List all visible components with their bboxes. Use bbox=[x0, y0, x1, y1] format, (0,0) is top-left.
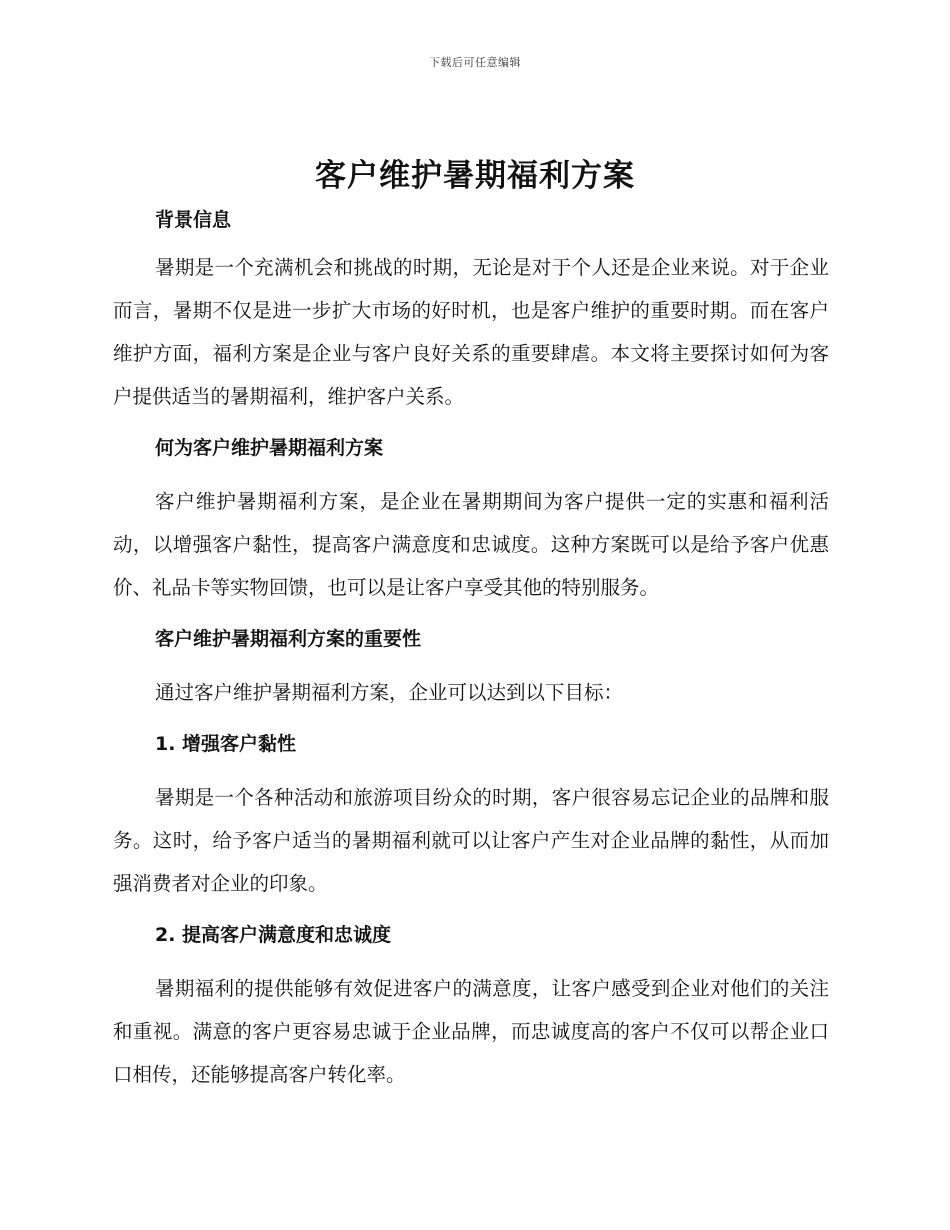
section-heading: 1. 增强客户黏性 bbox=[155, 733, 297, 755]
section-paragraph: 暑期福利的提供能够有效促进客户的满意度，让客户感受到企业对他们的关注和重视。满意的客户更容易忠诚于企业品牌，而忠诚度高的客户不仅可以帮企业口口相传，还能够提高客户转化率。 bbox=[113, 977, 829, 1086]
section-paragraph: 通过客户维护暑期福利方案，企业可以达到以下目标： bbox=[155, 681, 624, 704]
section-goal-1 bbox=[113, 720, 829, 905]
section-paragraph: 客户维护暑期福利方案，是企业在暑期期间为客户提供一定的实惠和福利活动，以增强客户黏性，提高客户满意度和忠诚度。这种方案既可以是给予客户优惠价、礼品卡等实物回馈，也可以是让客户享受其他的特别服务。 bbox=[113, 490, 829, 599]
document-title: 客户维护暑期福利方案 bbox=[315, 158, 635, 194]
section-paragraph: 暑期是一个各种活动和旅游项目纷众的时期，客户很容易忘记企业的品牌和服务。这时，给予客户适当的暑期福利就可以让客户产生对企业品牌的黏性，从而加强消费者对企业的印象。 bbox=[113, 786, 829, 895]
section-paragraph: 暑期是一个充满机会和挑战的时期，无论是对于个人还是企业来说。对于企业而言，暑期不仅是进一步扩大市场的好时机，也是客户维护的重要时期。而在客户维护方面，福利方案是企业与客户良好关系的重要肆虐。本文将主要探讨如何为客户提供适当的暑期福利，维护客户关系。 bbox=[113, 256, 829, 408]
section-importance bbox=[113, 615, 829, 714]
section-heading: 客户维护暑期福利方案的重要性 bbox=[155, 628, 422, 650]
section-heading: 2. 提高客户满意度和忠诚度 bbox=[155, 924, 392, 946]
section-heading: 何为客户维护暑期福利方案 bbox=[155, 437, 384, 459]
section-background bbox=[113, 196, 829, 418]
document-body bbox=[113, 196, 829, 1096]
page-header-note: 下载后可任意编辑 bbox=[429, 56, 521, 69]
section-goal-2 bbox=[113, 911, 829, 1096]
section-definition bbox=[113, 424, 829, 609]
section-heading: 背景信息 bbox=[155, 209, 232, 231]
